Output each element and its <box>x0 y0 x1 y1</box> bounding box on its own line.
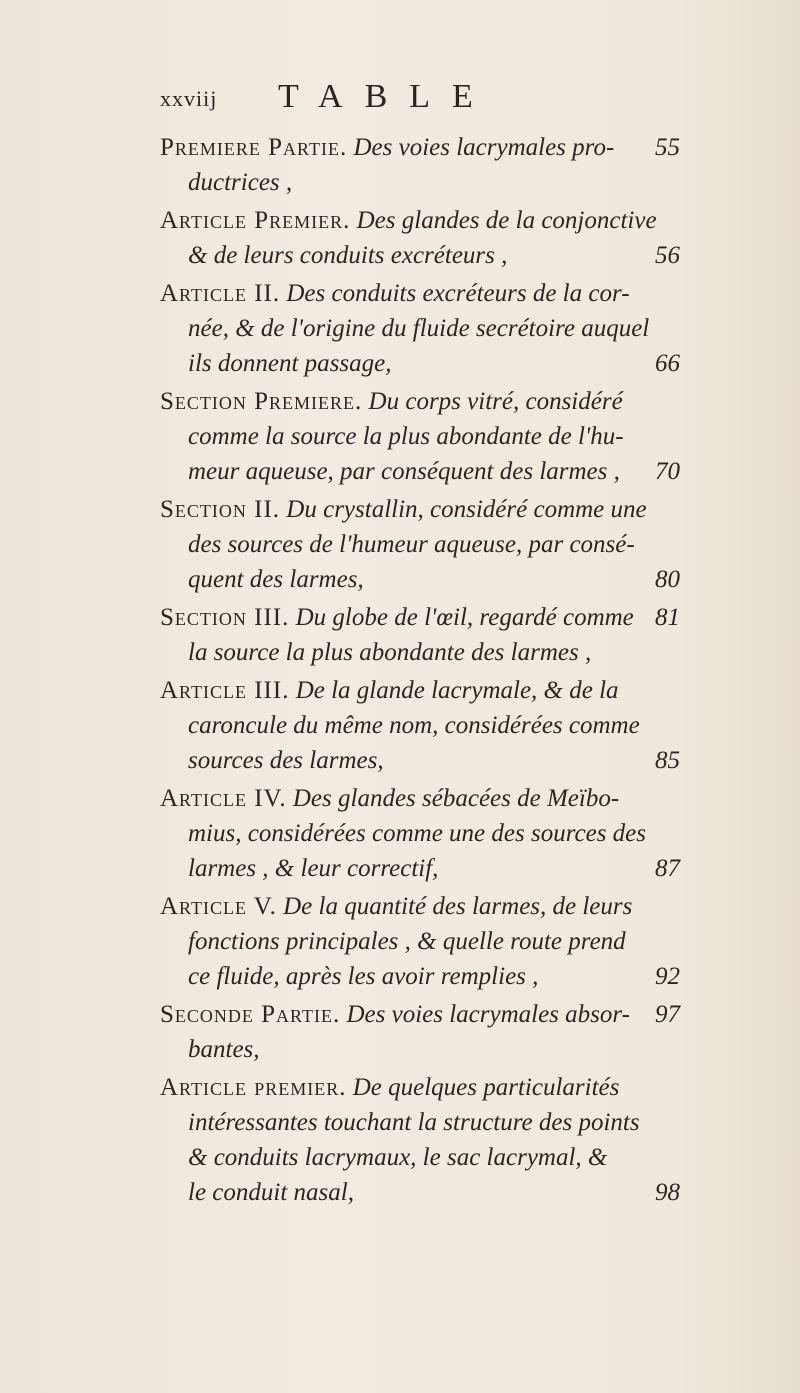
toc-entry-text: De la glande lacrymale, & de la <box>295 677 619 704</box>
toc-entry-label: Section II. <box>160 496 281 523</box>
toc-entry-label: Section III. <box>160 604 290 631</box>
toc-entry-text: Du corps vitré, considéré <box>368 388 623 415</box>
toc-entry-label: Article IV. <box>160 785 287 812</box>
toc-page-number: 87 <box>655 855 680 882</box>
toc-entry <box>160 203 680 273</box>
table-of-contents <box>160 130 680 1213</box>
toc-page-number: 98 <box>655 1179 680 1206</box>
toc-entry-text: Des glandes de la conjonctive <box>356 207 657 234</box>
toc-entry-text: & de leurs conduits excréteurs , <box>188 242 508 269</box>
toc-page-number: 66 <box>655 350 680 377</box>
toc-entry-text: meur aqueuse, par conséquent des larmes , <box>188 458 620 485</box>
toc-entry-text: Des conduits excréteurs de la cor- <box>286 280 630 307</box>
toc-entry-label: Section Premiere. <box>160 388 363 415</box>
toc-entry-text: ce fluide, après les avoir remplies , <box>188 963 539 990</box>
toc-entry-label: Article premier. <box>160 1074 347 1101</box>
toc-entry-text: De quelques particularités <box>352 1074 620 1101</box>
toc-entry-text: née, & de l'origine du fluide secrétoire auquel <box>188 315 650 342</box>
toc-entry-text: ductrices , <box>188 169 293 196</box>
toc-entry-label: Article II. <box>160 280 281 307</box>
toc-entry <box>160 997 680 1067</box>
toc-entry-text: De la quantité des larmes, de leurs <box>283 893 633 920</box>
toc-entry-text: larmes , & leur correctif, <box>188 855 439 882</box>
toc-entry <box>160 600 680 670</box>
toc-page-number: 70 <box>655 458 680 485</box>
toc-entry <box>160 781 680 886</box>
toc-entry <box>160 276 680 381</box>
toc-entry-text: quent des larmes, <box>188 566 364 593</box>
toc-entry-text: Des voies lacrymales pro- <box>353 134 615 161</box>
toc-entry-label: Article III. <box>160 677 290 704</box>
toc-entry <box>160 492 680 597</box>
toc-entry-label: Article V. <box>160 893 277 920</box>
toc-entry-text: la source la plus abondante des larmes , <box>188 639 592 666</box>
toc-entry <box>160 889 680 994</box>
toc-page-number: 85 <box>655 747 680 774</box>
toc-entry-text: Du globe de l'œil, regardé comme <box>295 604 634 631</box>
page-header <box>160 78 680 118</box>
toc-entry-text: le conduit nasal, <box>188 1179 354 1206</box>
toc-page-number: 80 <box>655 566 680 593</box>
toc-entry-text: & conduits lacrymaux, le sac lacrymal, & <box>188 1144 608 1171</box>
toc-entry <box>160 673 680 778</box>
toc-entry <box>160 130 680 200</box>
running-title: TABLE <box>278 78 495 115</box>
toc-entry-text: Des glandes sébacées de Meïbo- <box>292 785 620 812</box>
toc-entry-label: Premiere Partie. <box>160 134 348 161</box>
toc-entry-label: Seconde Partie. <box>160 1001 341 1028</box>
toc-entry-text: intéressantes touchant la structure des points <box>188 1109 640 1136</box>
toc-entry-text: mius, considérées comme une des sources des <box>188 820 646 847</box>
toc-entry-text: fonctions principales , & quelle route prend <box>188 928 626 955</box>
toc-page-number: 97 <box>655 1001 680 1028</box>
toc-page-number: 81 <box>655 604 680 631</box>
toc-entry-text: des sources de l'humeur aqueuse, par consé- <box>188 531 635 558</box>
toc-page-number: 55 <box>655 134 680 161</box>
toc-page-number: 92 <box>655 963 680 990</box>
toc-entry <box>160 1070 680 1210</box>
toc-entry <box>160 384 680 489</box>
toc-entry-text: caroncule du même nom, considérées comme <box>188 712 640 739</box>
toc-page-number: 56 <box>655 242 680 269</box>
folio-number: xxviij <box>160 86 218 111</box>
toc-entry-label: Article Premier. <box>160 207 351 234</box>
toc-entry-text: ils donnent passage, <box>188 350 392 377</box>
toc-entry-text: comme la source la plus abondante de l'hu- <box>188 423 624 450</box>
toc-entry-text: bantes, <box>188 1036 260 1063</box>
toc-entry-text: sources des larmes, <box>188 747 384 774</box>
toc-entry-text: Du crystallin, considéré comme une <box>286 496 647 523</box>
toc-entry-text: Des voies lacrymales absor- <box>346 1001 630 1028</box>
